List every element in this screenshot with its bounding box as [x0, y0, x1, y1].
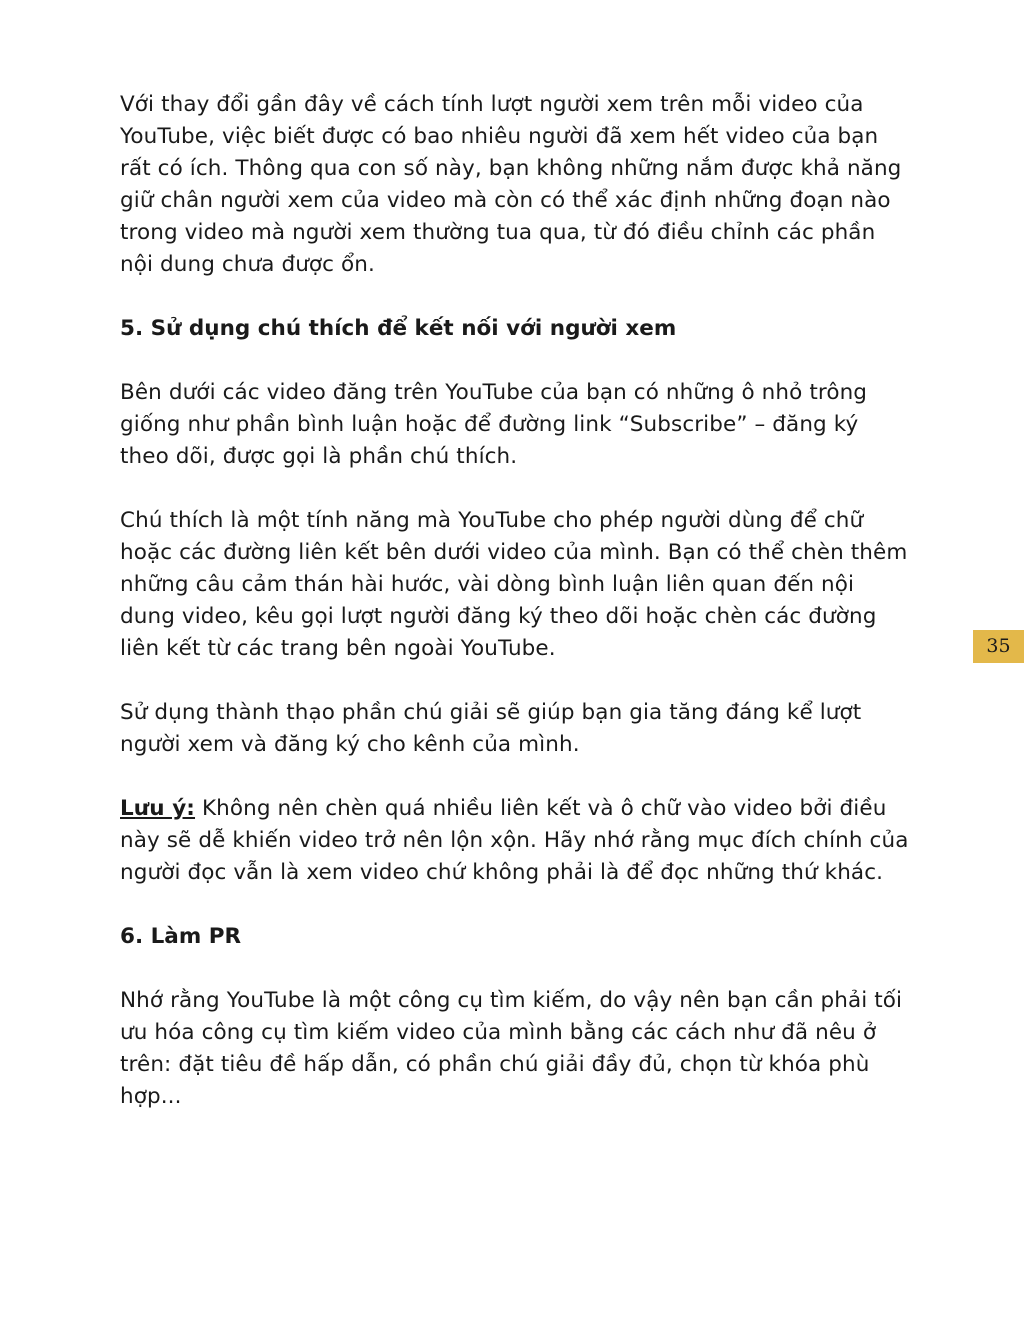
page-number-badge: 35 — [973, 630, 1024, 663]
paragraph-annotations-intro: Bên dưới các video đăng trên YouTube của bạn có những ô nhỏ trông giống như phần bình luận hoặc để đường link “Subscribe” – đăng ký theo dõi, được gọi là phần chú thích. — [120, 380, 868, 469]
section-heading-5: 5. Sử dụng chú thích để kết nối với người xem — [120, 316, 677, 341]
note-text: Không nên chèn quá nhiều liên kết và ô chữ vào video bởi điều này sẽ dễ khiến video trở nên lộn xộn. Hãy nhớ rằng mục đích chính của người đọc vẫn là xem video chứ không phải là để đọc những thứ khác. — [120, 796, 909, 885]
paragraph-note — [120, 793, 910, 889]
page-content — [120, 89, 910, 1145]
paragraph-annotations-feature: Chú thích là một tính năng mà YouTube cho phép người dùng để chữ hoặc các đường liên kết bên dưới video của mình. Bạn có thể chèn thêm những câu cảm thán hài hước, vài dòng bình luận liên quan đến nội dung video, kêu gọi lượt người đăng ký theo dõi hoặc chèn các đường liên kết từ các trang bên ngoài YouTube. — [120, 508, 908, 661]
paragraph-annotations-benefit: Sử dụng thành thạo phần chú giải sẽ giúp bạn gia tăng đáng kể lượt người xem và đăng ký cho kênh của mình. — [120, 700, 862, 757]
note-label: Lưu ý: — [120, 796, 196, 821]
paragraph-pr: Nhớ rằng YouTube là một công cụ tìm kiếm, do vậy nên bạn cần phải tối ưu hóa công cụ tìm kiếm video của mình bằng các cách như đã nêu ở trên: đặt tiêu đề hấp dẫn, có phần chú giải đầy đủ, chọn từ khóa phù hợp... — [120, 988, 903, 1109]
section-heading-6: 6. Làm PR — [120, 924, 242, 949]
paragraph-video-retention: Với thay đổi gần đây về cách tính lượt người xem trên mỗi video của YouTube, việc biết được có bao nhiêu người đã xem hết video của bạn rất có ích. Thông qua con số này, bạn không những nắm được khả năng giữ chân người xem của video mà còn có thể xác định những đoạn nào trong video mà người xem thường tua qua, từ đó điều chỉnh các phần nội dung chưa được ổn. — [120, 92, 902, 277]
